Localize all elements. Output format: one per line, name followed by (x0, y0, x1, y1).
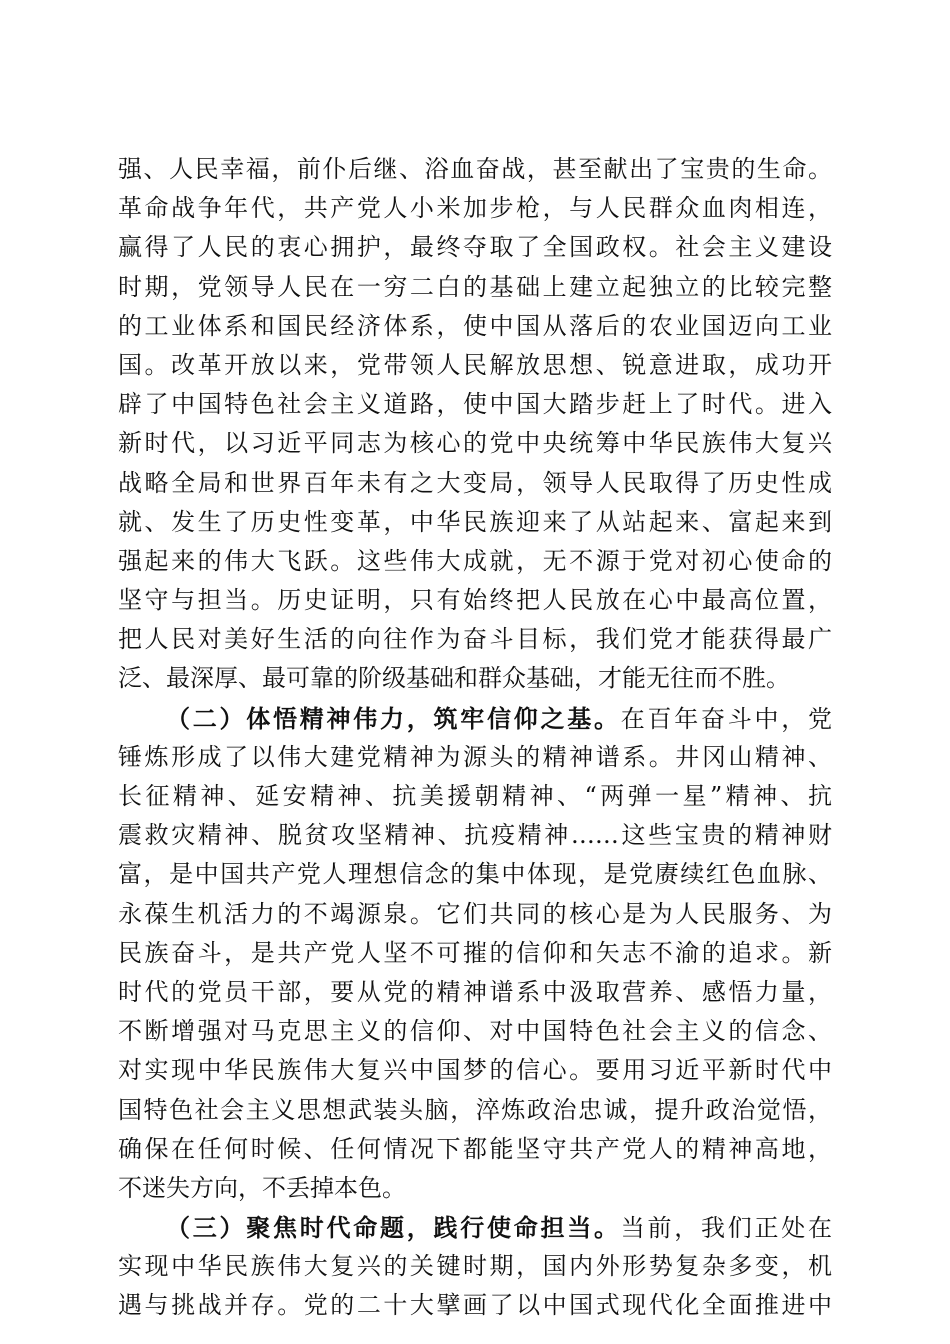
text-line: 时代的党员干部，要从党的精神谱系中汲取营养、感悟力量， (118, 977, 832, 1006)
text-line: 永葆生机活力的不竭源泉。它们共同的核心是为人民服务、为 (118, 899, 832, 928)
text-run: 在百年奋斗中，党 (620, 704, 832, 733)
text-line: 不断增强对马克思主义的信仰、对中国特色社会主义的信念、 (118, 1017, 832, 1046)
text-line: 辟了中国特色社会主义道路，使中国大踏步赶上了时代。进入 (118, 390, 832, 419)
text-line: 战略全局和世界百年未有之大变局，领导人民取得了历史性成 (118, 468, 832, 497)
section-heading: （二）体悟精神伟力，筑牢信仰之基。 (166, 703, 621, 733)
text-line: 实现中华民族伟大复兴的关键时期，国内外形势复杂多变，机 (118, 1252, 832, 1281)
text-run: 当前，我们正处在 (620, 1214, 832, 1243)
text-line: 赢得了人民的衷心拥护，最终夺取了全国政权。社会主义建设 (118, 233, 832, 262)
text-line: 新时代，以习近平同志为核心的党中央统筹中华民族伟大复兴 (118, 429, 832, 458)
paragraph-first-line (118, 699, 832, 738)
text-line: 国。改革开放以来，党带领人民解放思想、锐意进取，成功开 (118, 350, 832, 379)
text-line: 强、人民幸福，前仆后继、浴血奋战，甚至献出了宝贵的生命。 (118, 155, 832, 183)
text-line: 国特色社会主义思想武装头脑，淬炼政治忠诚，提升政治觉悟， (118, 1095, 832, 1124)
document-page (118, 150, 832, 1326)
text-line: 的工业体系和国民经济体系，使中国从落后的农业国迈向工业 (118, 311, 832, 340)
text-line: 时期，党领导人民在一穷二白的基础上建立起独立的比较完整 (118, 272, 832, 301)
text-line: 确保在任何时候、任何情况下都能坚守共产党人的精神高地， (118, 1134, 832, 1163)
text-line: 不迷失方向，不丢掉本色。 (118, 1173, 406, 1202)
text-line: 民族奋斗，是共产党人坚不可摧的信仰和矢志不渝的追求。新 (118, 938, 832, 967)
text-line: 富，是中国共产党人理想信念的集中体现，是党赓续红色血脉、 (118, 860, 832, 889)
paragraph-3 (118, 1208, 832, 1326)
section-heading: （三）聚焦时代命题，践行使命担当。 (166, 1213, 621, 1243)
paragraph-1 (118, 150, 832, 699)
text-line: 震救灾精神、脱贫攻坚精神、抗疫精神……这些宝贵的精神财 (118, 821, 832, 850)
text-line: 强起来的伟大飞跃。这些伟大成就，无不源于党对初心使命的 (118, 546, 832, 575)
text-line: 对实现中华民族伟大复兴中国梦的信心。要用习近平新时代中 (118, 1056, 832, 1085)
text-line: 把人民对美好生活的向往作为奋斗目标，我们党才能获得最广 (118, 625, 832, 654)
text-line: 遇与挑战并存。党的二十大擘画了以中国式现代化全面推进中 (118, 1291, 832, 1320)
paragraph-first-line (118, 1208, 832, 1247)
text-line: 坚守与担当。历史证明，只有始终把人民放在心中最高位置， (118, 586, 832, 615)
text-line: 锤炼形成了以伟大建党精神为源头的精神谱系。井冈山精神、 (118, 742, 832, 771)
text-line: 就、发生了历史性变革，中华民族迎来了从站起来、富起来到 (118, 507, 832, 536)
text-line: 长征精神、延安精神、抗美援朝精神、“两弹一星”精神、抗 (118, 782, 832, 810)
text-line: 泛、最深厚、最可靠的阶级基础和群众基础，才能无往而不胜。 (118, 664, 790, 693)
text-line: 革命战争年代，共产党人小米加步枪，与人民群众血肉相连， (118, 194, 832, 223)
paragraph-2 (118, 699, 832, 1208)
